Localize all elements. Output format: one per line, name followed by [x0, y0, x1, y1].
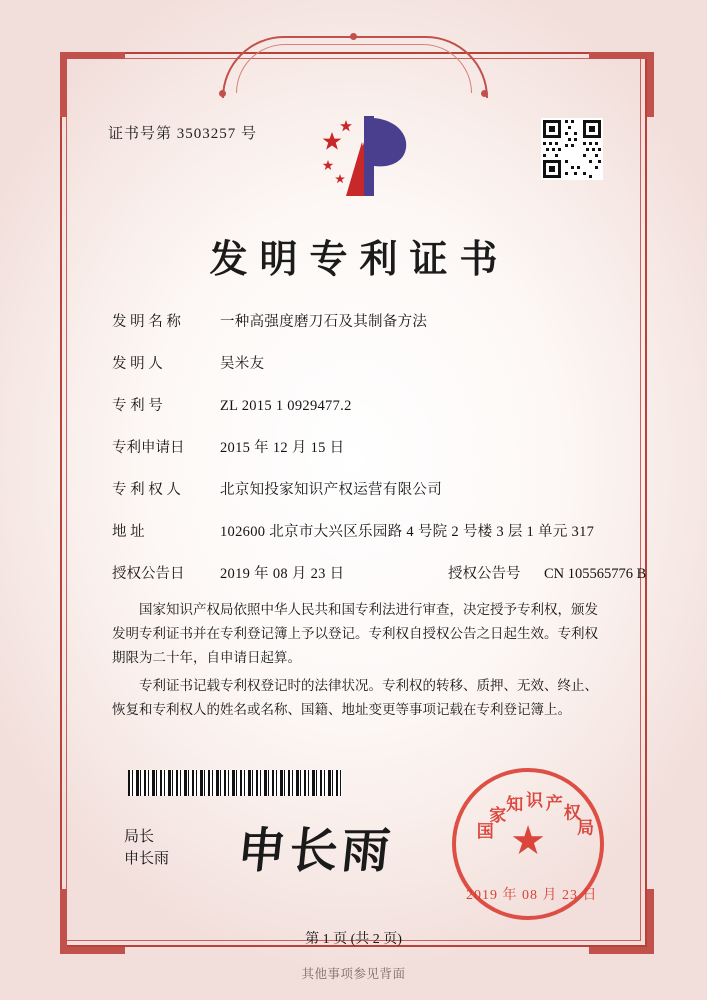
corner-ornament-top-right: [589, 52, 654, 117]
field-label: 发 明 名 称: [112, 314, 181, 330]
field-label: 发 明 人: [112, 356, 163, 372]
field-row-application-date: [112, 436, 612, 457]
patent-office-emblem-icon: [318, 112, 416, 200]
top-arc-ornament-inner: [236, 44, 472, 93]
field-value: 北京知投家知识产权运营有限公司: [220, 482, 442, 498]
arc-dot-left: [219, 90, 226, 97]
arc-dot-right: [481, 90, 488, 97]
barcode: [128, 770, 342, 796]
field-value-grant-number: CN 105565776 B: [544, 566, 647, 582]
signatory-role: 局长: [124, 829, 155, 845]
field-value: 一种高强度磨刀石及其制备方法: [220, 314, 428, 330]
footnote: 其他事项参见背面: [301, 967, 406, 981]
legal-paragraph-2: 专利证书记载专利权登记时的法律状况。专利权的转移、质押、无效、终止、恢复和专利权人的姓名或名称、国籍、地址变更等事项记载在专利登记簿上。: [112, 678, 598, 717]
five-pointed-star-icon: ★: [510, 817, 546, 863]
certificate-number: 证书号第 3503257 号: [108, 126, 258, 142]
document-title: 发明专利证书: [209, 239, 510, 281]
field-value: ZL 2015 1 0929477.2: [220, 398, 352, 414]
legal-paragraph-1: 国家知识产权局依照中华人民共和国专利法进行审查，决定授予专利权，颁发发明专利证书并在专利登记簿上予以登记。专利权自授权公告之日起生效。专利权期限为二十年，自申请日起算。: [112, 602, 598, 665]
field-value: 吴米友: [220, 356, 265, 372]
field-row-grant-announcement: [112, 562, 647, 583]
field-row-patent-number: [112, 394, 612, 415]
field-label: 地 址: [112, 524, 145, 540]
legal-text-block: [112, 598, 598, 726]
corner-ornament-top-left: [60, 52, 125, 117]
field-label-grant-number: 授权公告号: [448, 566, 521, 582]
field-value-grant-date: 2019 年 08 月 23 日: [220, 566, 345, 582]
field-list: [112, 310, 647, 604]
signatory-title: [124, 826, 169, 870]
qr-code-icon: [541, 118, 603, 180]
field-label: 专利申请日: [112, 440, 185, 456]
field-value: 102600 北京市大兴区乐园路 4 号院 2 号楼 3 层 1 单元 317: [220, 524, 595, 540]
page-indicator: 第 1 页 (共 2 页): [305, 932, 402, 947]
field-label: 专 利 权 人: [112, 482, 181, 498]
field-row-address: [112, 520, 612, 541]
field-label-grant-date: 授权公告日: [112, 566, 185, 582]
field-row-patentee: [112, 478, 612, 499]
arc-dot-top: [350, 33, 357, 40]
field-label: 专 利 号: [112, 398, 163, 414]
signatory-name: 申长雨: [124, 851, 170, 867]
seal-date: 2019 年 08 月 23 日: [466, 888, 598, 903]
seal-text-ring: 国 家 知 识 产 权 局: [476, 791, 595, 841]
handwritten-signature: 申长雨: [234, 825, 397, 878]
field-row-inventor: [112, 352, 612, 373]
field-value: 2015 年 12 月 15 日: [220, 440, 345, 456]
field-row-invention-name: [112, 310, 612, 331]
